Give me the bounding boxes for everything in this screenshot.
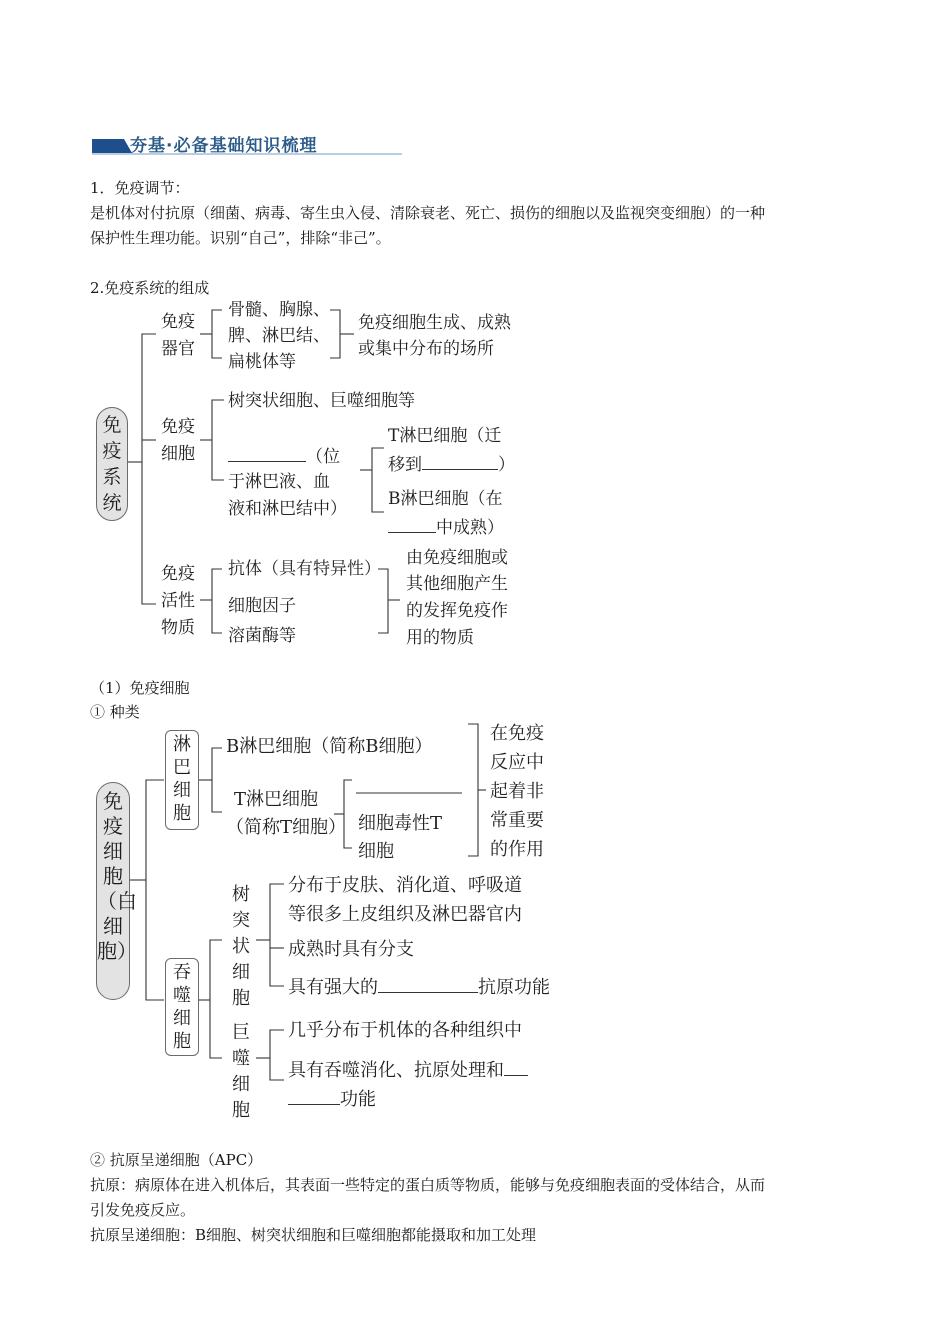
t-cell-item-b: （简称T细胞）	[226, 817, 347, 838]
sub1-heading: （1）免疫细胞	[90, 679, 190, 697]
b-cell-line-b: 中成熟）	[388, 515, 504, 539]
active-label: 免疫活性物质	[161, 564, 195, 638]
antigen-line-1: 抗原：病原体在进入机体后，其表面一些特定的蛋白质等物质，能够与免疫细胞表面的受体结合，从而	[90, 1176, 766, 1194]
lymph-role-5: 的作用	[490, 839, 544, 860]
immune-system-root: 免疫系统	[96, 407, 128, 521]
organs-desc-1: 免疫细胞生成、成熟	[358, 313, 511, 333]
t-cell-line-b: 移到 ）	[388, 452, 515, 476]
cells-item-2a: （位	[228, 444, 340, 468]
organs-label: 免疫器官	[161, 312, 195, 359]
active-item-3: 溶菌酶等	[228, 626, 296, 646]
active-item-2: 细胞因子	[228, 596, 296, 616]
t-cell-line-a: T淋巴细胞（迁	[388, 426, 502, 446]
organs-desc-2: 或集中分布的场所	[358, 339, 494, 359]
sub2-heading: ② 抗原呈递细胞（APC）	[90, 1151, 263, 1169]
t-sub2-a: 细胞毒性T	[358, 813, 443, 834]
macro-item-2a: 具有吞噬消化、抗原处理和	[288, 1057, 528, 1083]
macro-item-2b: 功能	[288, 1086, 376, 1112]
sub1-kind: ① 种类	[90, 703, 140, 721]
active-desc-1: 由免疫细胞或	[406, 548, 508, 568]
active-desc-3: 的发挥免疫作	[406, 601, 508, 621]
dendritic-label: 树突状细胞	[232, 884, 250, 1009]
cells-item-2b: 于淋巴液、血	[228, 472, 330, 492]
lymph-role-1: 在免疫	[490, 723, 544, 744]
lymph-role-3: 起着非	[490, 781, 544, 802]
t-sub2-b: 细胞	[358, 841, 394, 862]
answer-blank[interactable]	[504, 1057, 528, 1076]
b-cell-line-a: B淋巴细胞（在	[388, 489, 503, 509]
macro-item-1: 几乎分布于机体的各种组织中	[288, 1020, 522, 1041]
header-title: 夯基·必备基础知识梳理	[130, 136, 318, 156]
macro-label: 巨噬细胞	[232, 1022, 250, 1121]
dendritic-item-1: 分布于皮肤、消化道、呼吸道	[288, 875, 522, 896]
section1-line2: 保护性生理功能。识别“自己”，排除“非己”。	[90, 229, 391, 247]
answer-blank[interactable]	[288, 1086, 340, 1105]
organs-item-3: 扁桃体等	[228, 352, 296, 372]
dendritic-item-3: 成熟时具有分支	[288, 939, 414, 960]
lymph-role-4: 常重要	[490, 810, 544, 831]
apc-line: 抗原呈递细胞：B细胞、树突状细胞和巨噬细胞都能摄取和加工处理	[90, 1226, 537, 1244]
active-desc-4: 用的物质	[406, 628, 474, 648]
section1-line1: 是机体对付抗原（细菌、病毒、寄生虫入侵、清除衰老、死亡、损伤的细胞以及监视突变细胞）的一种	[90, 204, 766, 222]
cells-item-2c: 液和淋巴结中）	[228, 499, 347, 519]
section1-heading: 1．免疫调节：	[90, 179, 190, 197]
lymph-role-2: 反应中	[490, 752, 544, 773]
immune-cell-root: 免疫细胞（白细胞）	[96, 782, 130, 1000]
b-cell-item: B淋巴细胞（简称B细胞）	[226, 736, 433, 757]
answer-blank[interactable]	[378, 974, 478, 993]
organs-item-2: 脾、淋巴结、	[228, 326, 330, 346]
organs-item-1: 骨髓、胸腺、	[228, 300, 330, 320]
active-item-1: 抗体（具有特异性）	[228, 559, 381, 579]
lymph-label: 淋巴细胞	[165, 730, 199, 830]
phago-label: 吞噬细胞	[165, 958, 199, 1056]
antigen-line-2: 引发免疫反应。	[90, 1201, 196, 1219]
cells-label: 免疫细胞	[161, 417, 195, 464]
t-cell-item-a: T淋巴细胞	[234, 789, 319, 810]
dendritic-item-2: 等很多上皮组织及淋巴器官内	[288, 904, 522, 925]
cells-item-1: 树突状细胞、巨噬细胞等	[228, 391, 415, 411]
section2-heading: 2.免疫系统的组成	[90, 279, 210, 297]
active-desc-2: 其他细胞产生	[406, 574, 508, 594]
dendritic-item-4: 具有强大的 抗原功能	[288, 974, 550, 1000]
